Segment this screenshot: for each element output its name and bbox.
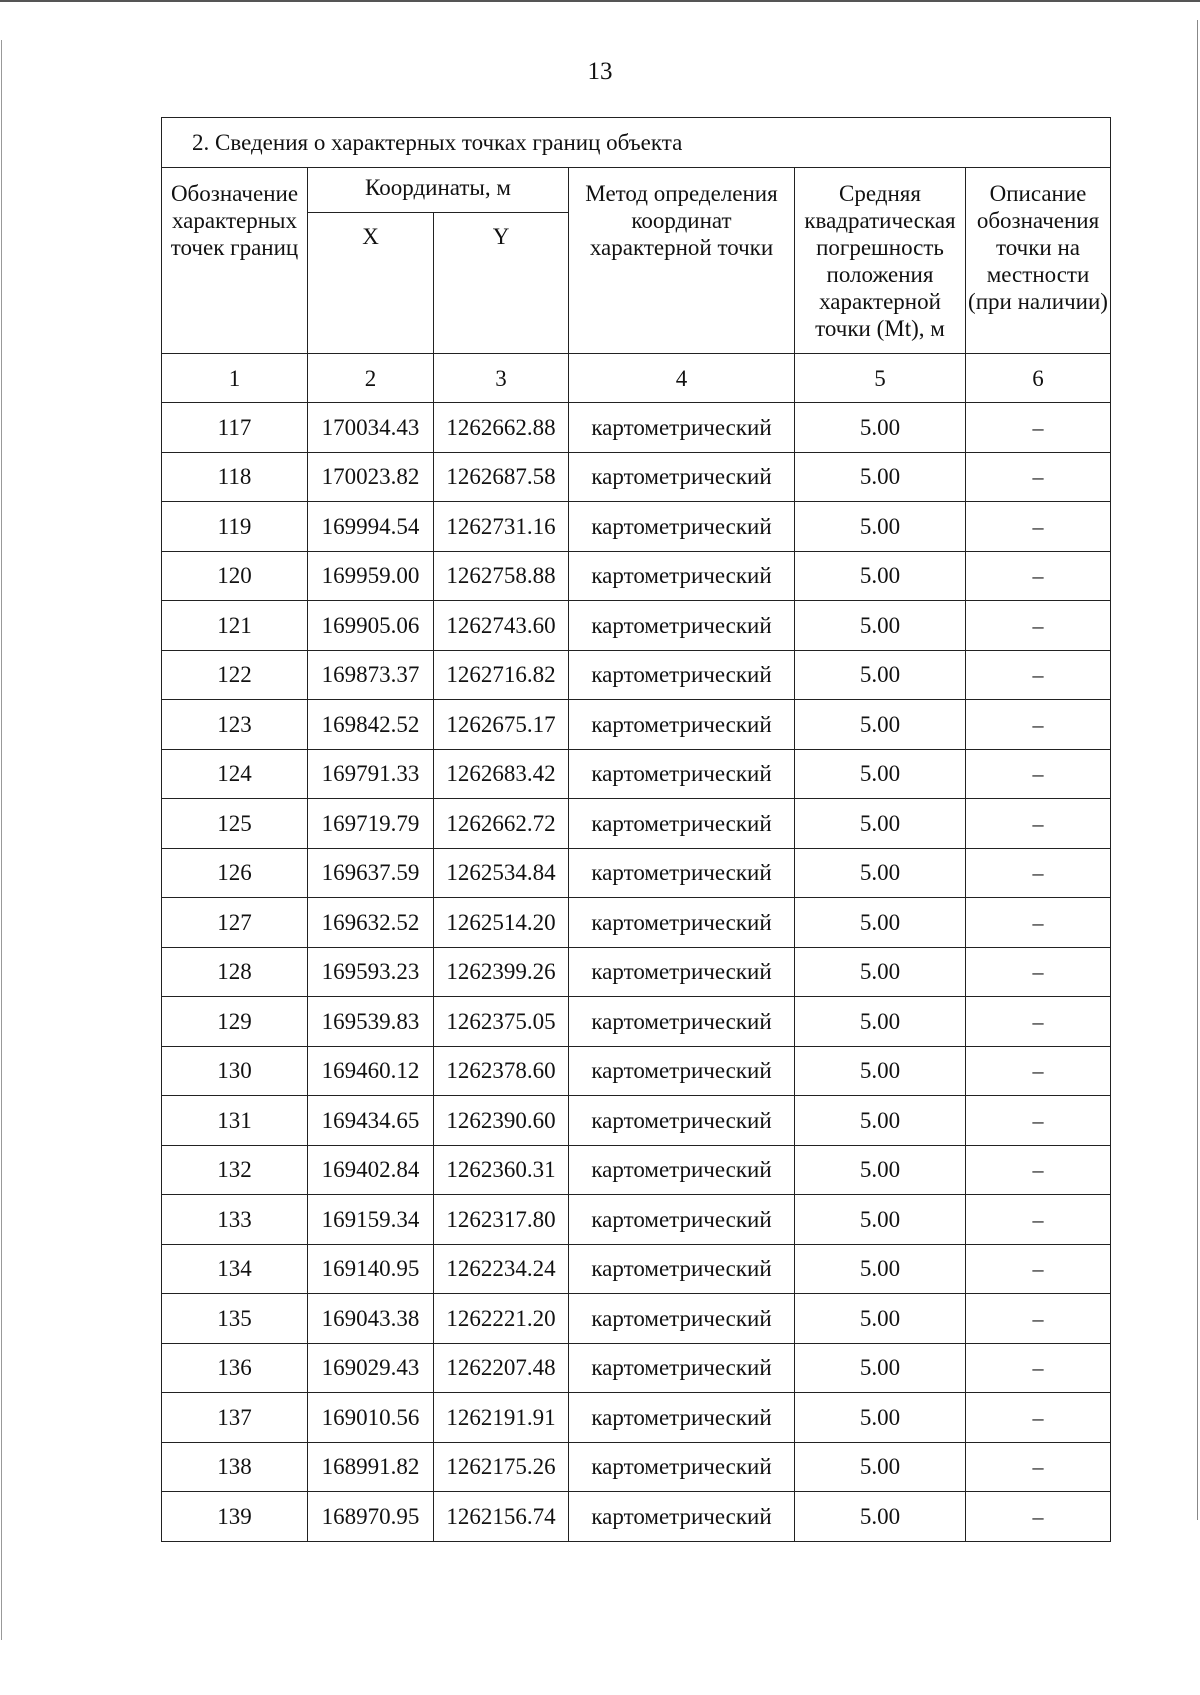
point-cell: 128 — [162, 947, 308, 997]
point-cell: 137 — [162, 1393, 308, 1443]
error-cell: 5.00 — [795, 1046, 966, 1096]
point-cell: 121 — [162, 601, 308, 651]
y-coordinate-cell: 1262687.58 — [434, 452, 569, 502]
table-row — [162, 947, 1111, 997]
point-cell: 131 — [162, 1096, 308, 1146]
x-coordinate-cell: 168970.95 — [308, 1492, 434, 1542]
error-cell: 5.00 — [795, 1343, 966, 1393]
error-cell: 5.00 — [795, 947, 966, 997]
method-cell: картометрический — [569, 947, 795, 997]
table-row — [162, 1244, 1111, 1294]
table-row — [162, 1343, 1111, 1393]
point-cell: 125 — [162, 799, 308, 849]
table-row — [162, 1096, 1111, 1146]
description-cell: – — [966, 947, 1111, 997]
table-caption: 2. Сведения о характерных точках границ объекта — [162, 118, 1111, 168]
point-cell: 139 — [162, 1492, 308, 1542]
method-cell: картометрический — [569, 601, 795, 651]
table-row — [162, 848, 1111, 898]
x-coordinate-cell: 169842.52 — [308, 700, 434, 750]
x-coordinate-cell: 169959.00 — [308, 551, 434, 601]
x-coordinate-cell: 169994.54 — [308, 502, 434, 552]
column-number: 5 — [795, 354, 966, 403]
description-cell: – — [966, 848, 1111, 898]
method-cell: картометрический — [569, 502, 795, 552]
boundary-points-table — [161, 117, 1111, 1542]
method-cell: картометрический — [569, 1442, 795, 1492]
y-coordinate-cell: 1262375.05 — [434, 997, 569, 1047]
y-coordinate-cell: 1262399.26 — [434, 947, 569, 997]
y-coordinate-cell: 1262683.42 — [434, 749, 569, 799]
point-cell: 117 — [162, 403, 308, 453]
y-coordinate-cell: 1262662.88 — [434, 403, 569, 453]
description-cell: – — [966, 502, 1111, 552]
table-row — [162, 452, 1111, 502]
y-coordinate-cell: 1262221.20 — [434, 1294, 569, 1344]
x-coordinate-cell: 169637.59 — [308, 848, 434, 898]
error-cell: 5.00 — [795, 1393, 966, 1443]
y-coordinate-cell: 1262675.17 — [434, 700, 569, 750]
description-cell: – — [966, 749, 1111, 799]
point-cell: 120 — [162, 551, 308, 601]
y-coordinate-cell: 1262390.60 — [434, 1096, 569, 1146]
x-coordinate-cell: 169460.12 — [308, 1046, 434, 1096]
description-cell: – — [966, 1145, 1111, 1195]
point-cell: 122 — [162, 650, 308, 700]
column-number: 3 — [434, 354, 569, 403]
x-coordinate-cell: 169029.43 — [308, 1343, 434, 1393]
x-coordinate-cell: 169905.06 — [308, 601, 434, 651]
table-row — [162, 1195, 1111, 1245]
column-number: 1 — [162, 354, 308, 403]
y-coordinate-cell: 1262175.26 — [434, 1442, 569, 1492]
error-cell: 5.00 — [795, 997, 966, 1047]
error-cell: 5.00 — [795, 848, 966, 898]
description-cell: – — [966, 601, 1111, 651]
x-coordinate-cell: 169593.23 — [308, 947, 434, 997]
error-cell: 5.00 — [795, 403, 966, 453]
method-cell: картометрический — [569, 1343, 795, 1393]
header-coordinates: Координаты, м — [308, 168, 569, 213]
point-cell: 123 — [162, 700, 308, 750]
header-error: Средняя квадратическая погрешность положения характерной точки (Mt), м — [795, 168, 966, 354]
error-cell: 5.00 — [795, 650, 966, 700]
header-x: X — [308, 213, 434, 354]
description-cell: – — [966, 650, 1111, 700]
table-row — [162, 551, 1111, 601]
x-coordinate-cell: 170023.82 — [308, 452, 434, 502]
point-cell: 129 — [162, 997, 308, 1047]
method-cell: картометрический — [569, 700, 795, 750]
y-coordinate-cell: 1262378.60 — [434, 1046, 569, 1096]
description-cell: – — [966, 1294, 1111, 1344]
table-row — [162, 749, 1111, 799]
y-coordinate-cell: 1262758.88 — [434, 551, 569, 601]
scan-border-top — [0, 0, 1200, 2]
method-cell: картометрический — [569, 848, 795, 898]
error-cell: 5.00 — [795, 700, 966, 750]
method-cell: картометрический — [569, 749, 795, 799]
error-cell: 5.00 — [795, 1145, 966, 1195]
x-coordinate-cell: 169140.95 — [308, 1244, 434, 1294]
x-coordinate-cell: 169873.37 — [308, 650, 434, 700]
table-row — [162, 1393, 1111, 1443]
point-cell: 136 — [162, 1343, 308, 1393]
method-cell: картометрический — [569, 1393, 795, 1443]
point-cell: 138 — [162, 1442, 308, 1492]
description-cell: – — [966, 452, 1111, 502]
table-row — [162, 898, 1111, 948]
method-cell: картометрический — [569, 1145, 795, 1195]
y-coordinate-cell: 1262743.60 — [434, 601, 569, 651]
method-cell: картометрический — [569, 1046, 795, 1096]
method-cell: картометрический — [569, 650, 795, 700]
column-number: 6 — [966, 354, 1111, 403]
description-cell: – — [966, 1195, 1111, 1245]
point-cell: 124 — [162, 749, 308, 799]
table-row — [162, 799, 1111, 849]
caption-row — [162, 118, 1111, 168]
table-row — [162, 1046, 1111, 1096]
method-cell: картометрический — [569, 403, 795, 453]
description-cell: – — [966, 1096, 1111, 1146]
table-row — [162, 1492, 1111, 1542]
description-cell: – — [966, 1244, 1111, 1294]
point-cell: 134 — [162, 1244, 308, 1294]
error-cell: 5.00 — [795, 1244, 966, 1294]
description-cell: – — [966, 1442, 1111, 1492]
method-cell: картометрический — [569, 1195, 795, 1245]
y-coordinate-cell: 1262234.24 — [434, 1244, 569, 1294]
method-cell: картометрический — [569, 551, 795, 601]
x-coordinate-cell: 169402.84 — [308, 1145, 434, 1195]
y-coordinate-cell: 1262534.84 — [434, 848, 569, 898]
x-coordinate-cell: 169791.33 — [308, 749, 434, 799]
method-cell: картометрический — [569, 1492, 795, 1542]
error-cell: 5.00 — [795, 1492, 966, 1542]
scan-border-left — [1, 40, 2, 1640]
x-coordinate-cell: 168991.82 — [308, 1442, 434, 1492]
description-cell: – — [966, 1343, 1111, 1393]
table-row — [162, 1442, 1111, 1492]
y-coordinate-cell: 1262156.74 — [434, 1492, 569, 1542]
error-cell: 5.00 — [795, 1195, 966, 1245]
description-cell: – — [966, 700, 1111, 750]
point-cell: 130 — [162, 1046, 308, 1096]
y-coordinate-cell: 1262207.48 — [434, 1343, 569, 1393]
description-cell: – — [966, 1046, 1111, 1096]
error-cell: 5.00 — [795, 799, 966, 849]
description-cell: – — [966, 1393, 1111, 1443]
error-cell: 5.00 — [795, 551, 966, 601]
header-row — [162, 168, 1111, 213]
x-coordinate-cell: 169719.79 — [308, 799, 434, 849]
x-coordinate-cell: 169632.52 — [308, 898, 434, 948]
table-row — [162, 650, 1111, 700]
header-y: Y — [434, 213, 569, 354]
table-row — [162, 403, 1111, 453]
table-row — [162, 601, 1111, 651]
method-cell: картометрический — [569, 1244, 795, 1294]
column-number-row — [162, 354, 1111, 403]
page-number: 13 — [587, 58, 613, 85]
error-cell: 5.00 — [795, 1442, 966, 1492]
y-coordinate-cell: 1262514.20 — [434, 898, 569, 948]
point-cell: 119 — [162, 502, 308, 552]
header-method: Метод определения координат характерной точки — [569, 168, 795, 354]
error-cell: 5.00 — [795, 1096, 966, 1146]
x-coordinate-cell: 169434.65 — [308, 1096, 434, 1146]
y-coordinate-cell: 1262191.91 — [434, 1393, 569, 1443]
error-cell: 5.00 — [795, 749, 966, 799]
point-cell: 118 — [162, 452, 308, 502]
y-coordinate-cell: 1262716.82 — [434, 650, 569, 700]
error-cell: 5.00 — [795, 1294, 966, 1344]
point-cell: 133 — [162, 1195, 308, 1245]
table-row — [162, 997, 1111, 1047]
description-cell: – — [966, 997, 1111, 1047]
point-cell: 135 — [162, 1294, 308, 1344]
y-coordinate-cell: 1262317.80 — [434, 1195, 569, 1245]
method-cell: картометрический — [569, 1294, 795, 1344]
method-cell: картометрический — [569, 452, 795, 502]
method-cell: картометрический — [569, 1096, 795, 1146]
point-cell: 127 — [162, 898, 308, 948]
column-number: 2 — [308, 354, 434, 403]
method-cell: картометрический — [569, 997, 795, 1047]
table-row — [162, 1145, 1111, 1195]
x-coordinate-cell: 169539.83 — [308, 997, 434, 1047]
description-cell: – — [966, 403, 1111, 453]
error-cell: 5.00 — [795, 898, 966, 948]
scan-border-right — [1197, 20, 1198, 1520]
x-coordinate-cell: 169043.38 — [308, 1294, 434, 1344]
y-coordinate-cell: 1262662.72 — [434, 799, 569, 849]
method-cell: картометрический — [569, 898, 795, 948]
table-row — [162, 700, 1111, 750]
description-cell: – — [966, 1492, 1111, 1542]
description-cell: – — [966, 799, 1111, 849]
y-coordinate-cell: 1262731.16 — [434, 502, 569, 552]
table-row — [162, 502, 1111, 552]
header-designation: Обозначение характерных точек границ — [162, 168, 308, 354]
x-coordinate-cell: 169010.56 — [308, 1393, 434, 1443]
x-coordinate-cell: 169159.34 — [308, 1195, 434, 1245]
point-cell: 132 — [162, 1145, 308, 1195]
error-cell: 5.00 — [795, 502, 966, 552]
method-cell: картометрический — [569, 799, 795, 849]
header-description: Описание обозначения точки на местности (при наличии) — [966, 168, 1111, 354]
y-coordinate-cell: 1262360.31 — [434, 1145, 569, 1195]
point-cell: 126 — [162, 848, 308, 898]
error-cell: 5.00 — [795, 601, 966, 651]
column-number: 4 — [569, 354, 795, 403]
x-coordinate-cell: 170034.43 — [308, 403, 434, 453]
description-cell: – — [966, 898, 1111, 948]
description-cell: – — [966, 551, 1111, 601]
error-cell: 5.00 — [795, 452, 966, 502]
table-row — [162, 1294, 1111, 1344]
